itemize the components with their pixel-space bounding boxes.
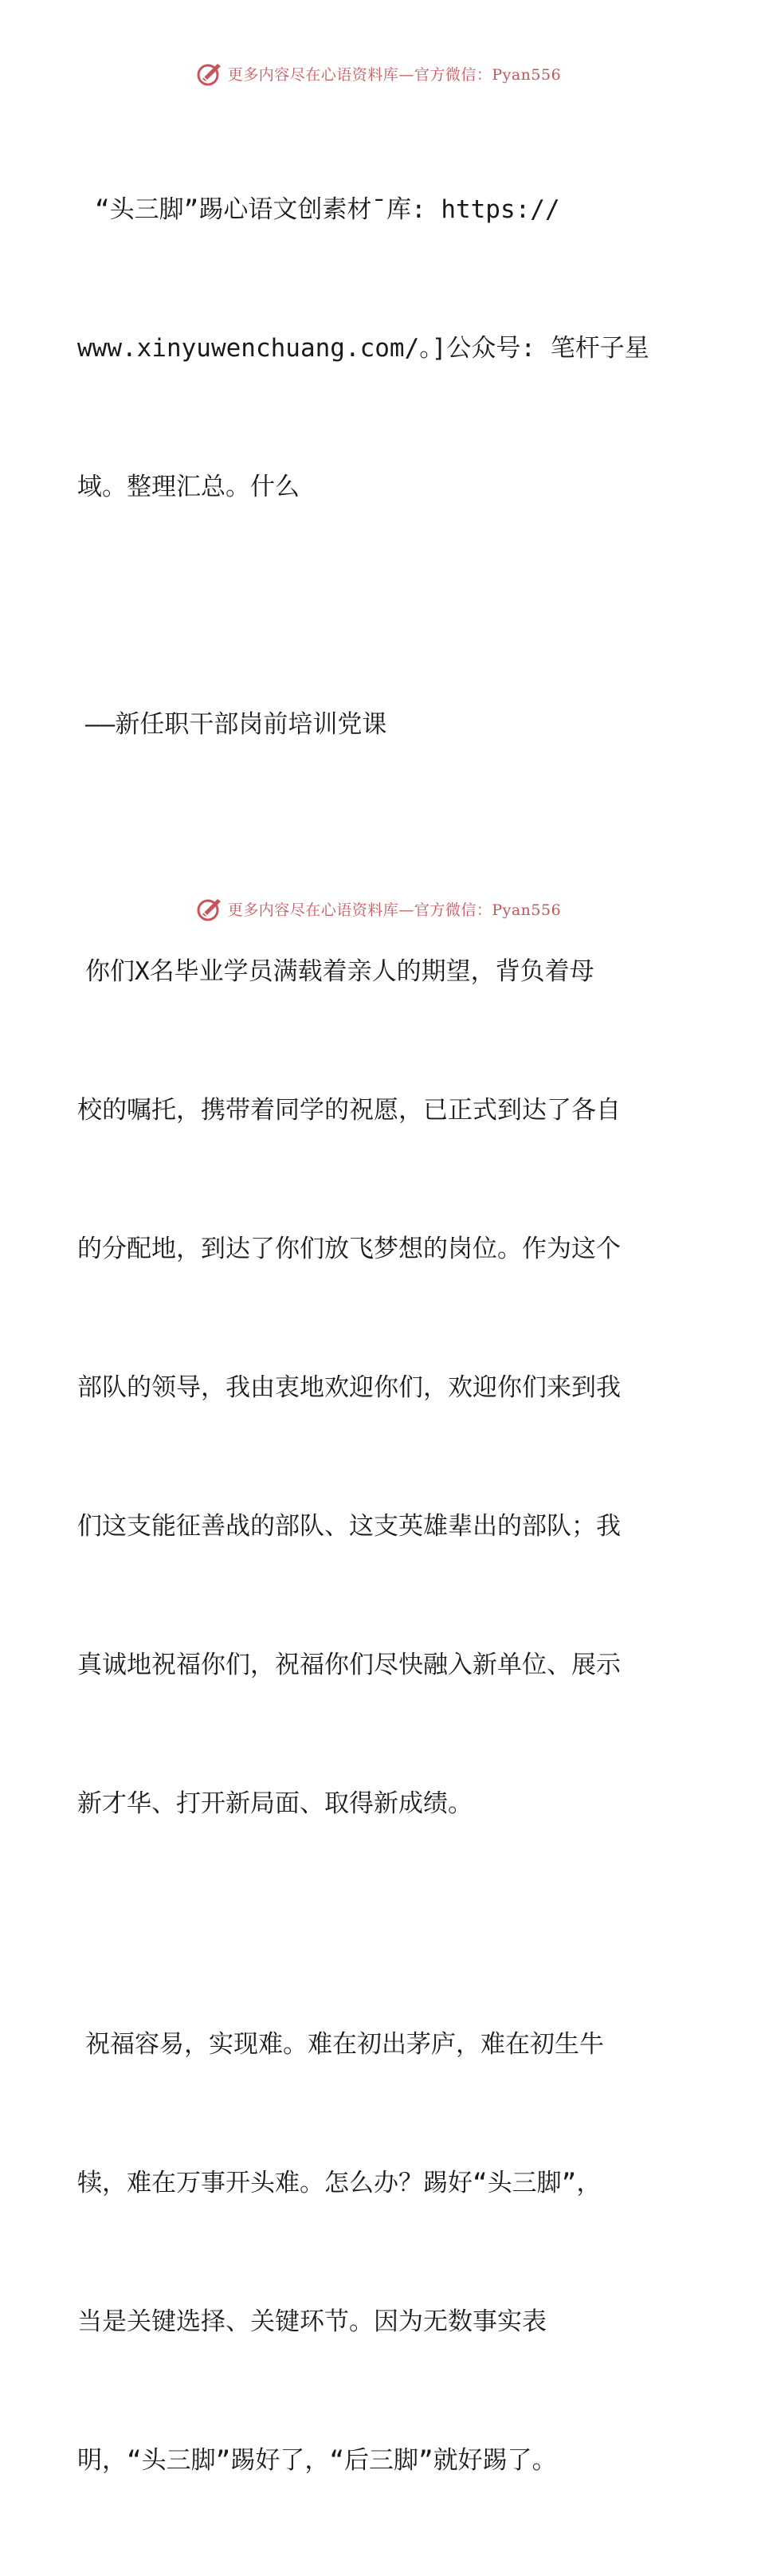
banner-dash: — [398,65,414,84]
paragraph-blessing [77,1929,683,2576]
banner-slogan: 更多内容尽在心语资料库 [227,65,399,84]
subtitle-line: ——新任职干部岗前培训党课 [85,710,387,739]
paragraph-line: 当是关键选择、关键环节。因为无数事实表 [77,2307,547,2336]
paragraph-welcome [77,856,683,1919]
banner-wechat-label: 官方微信： [414,65,492,84]
paragraph-line: 明，“头三脚”踢好了，“后三脚”就好踢了。 [77,2446,557,2475]
paragraph-line: 校的嘱托，携带着同学的祝愿，已正式到达了各自 [77,1096,621,1125]
paragraph-line: 们这支能征善战的部队、这支英雄辈出的部队；我 [77,1512,621,1541]
intro-line: 域。整理汇总。什么 [77,473,300,501]
footer-banner [0,893,757,925]
intro-line: www.xinyuwenchuang.com/。]公众号: 笔杆子星 [77,334,649,363]
paragraph-line: 新才华、打开新局面、取得新成绩。 [77,1789,473,1818]
banner-wechat-id: Pyan556 [492,65,562,84]
paragraph-line: 祝福容易，实现难。难在初出茅庐，难在初生牛 [85,2030,604,2059]
quill-pen-logo-icon [196,60,223,87]
banner-wechat-label: 官方微信： [414,901,492,919]
paragraph-line: 你们X名毕业学员满载着亲人的期望，背负着母 [85,957,594,986]
banner-dash: — [398,901,414,919]
document-body [77,94,683,2576]
banner-text [228,63,561,84]
banner-slogan: 更多内容尽在心语资料库 [227,901,399,919]
paragraph-line: 的分配地，到达了你们放飞梦想的岗位。作为这个 [77,1235,621,1263]
quill-pen-logo-icon [196,895,223,922]
intro-paragraph [77,94,683,603]
subtitle [77,609,683,840]
paragraph-line: 部队的领导，我由衷地欢迎你们，欢迎你们来到我 [77,1373,621,1402]
paragraph-line: 真诚地祝福你们，祝福你们尽快融入新单位、展示 [77,1651,621,1679]
banner-wechat-id: Pyan556 [492,901,562,919]
header-banner [0,57,757,89]
banner-text [228,898,561,920]
intro-line: “头三脚”踢心语文创素材¯库: https:// [95,195,560,224]
paragraph-line: 犊，难在万事开头难。怎么办？踢好“头三脚”， [77,2169,602,2197]
